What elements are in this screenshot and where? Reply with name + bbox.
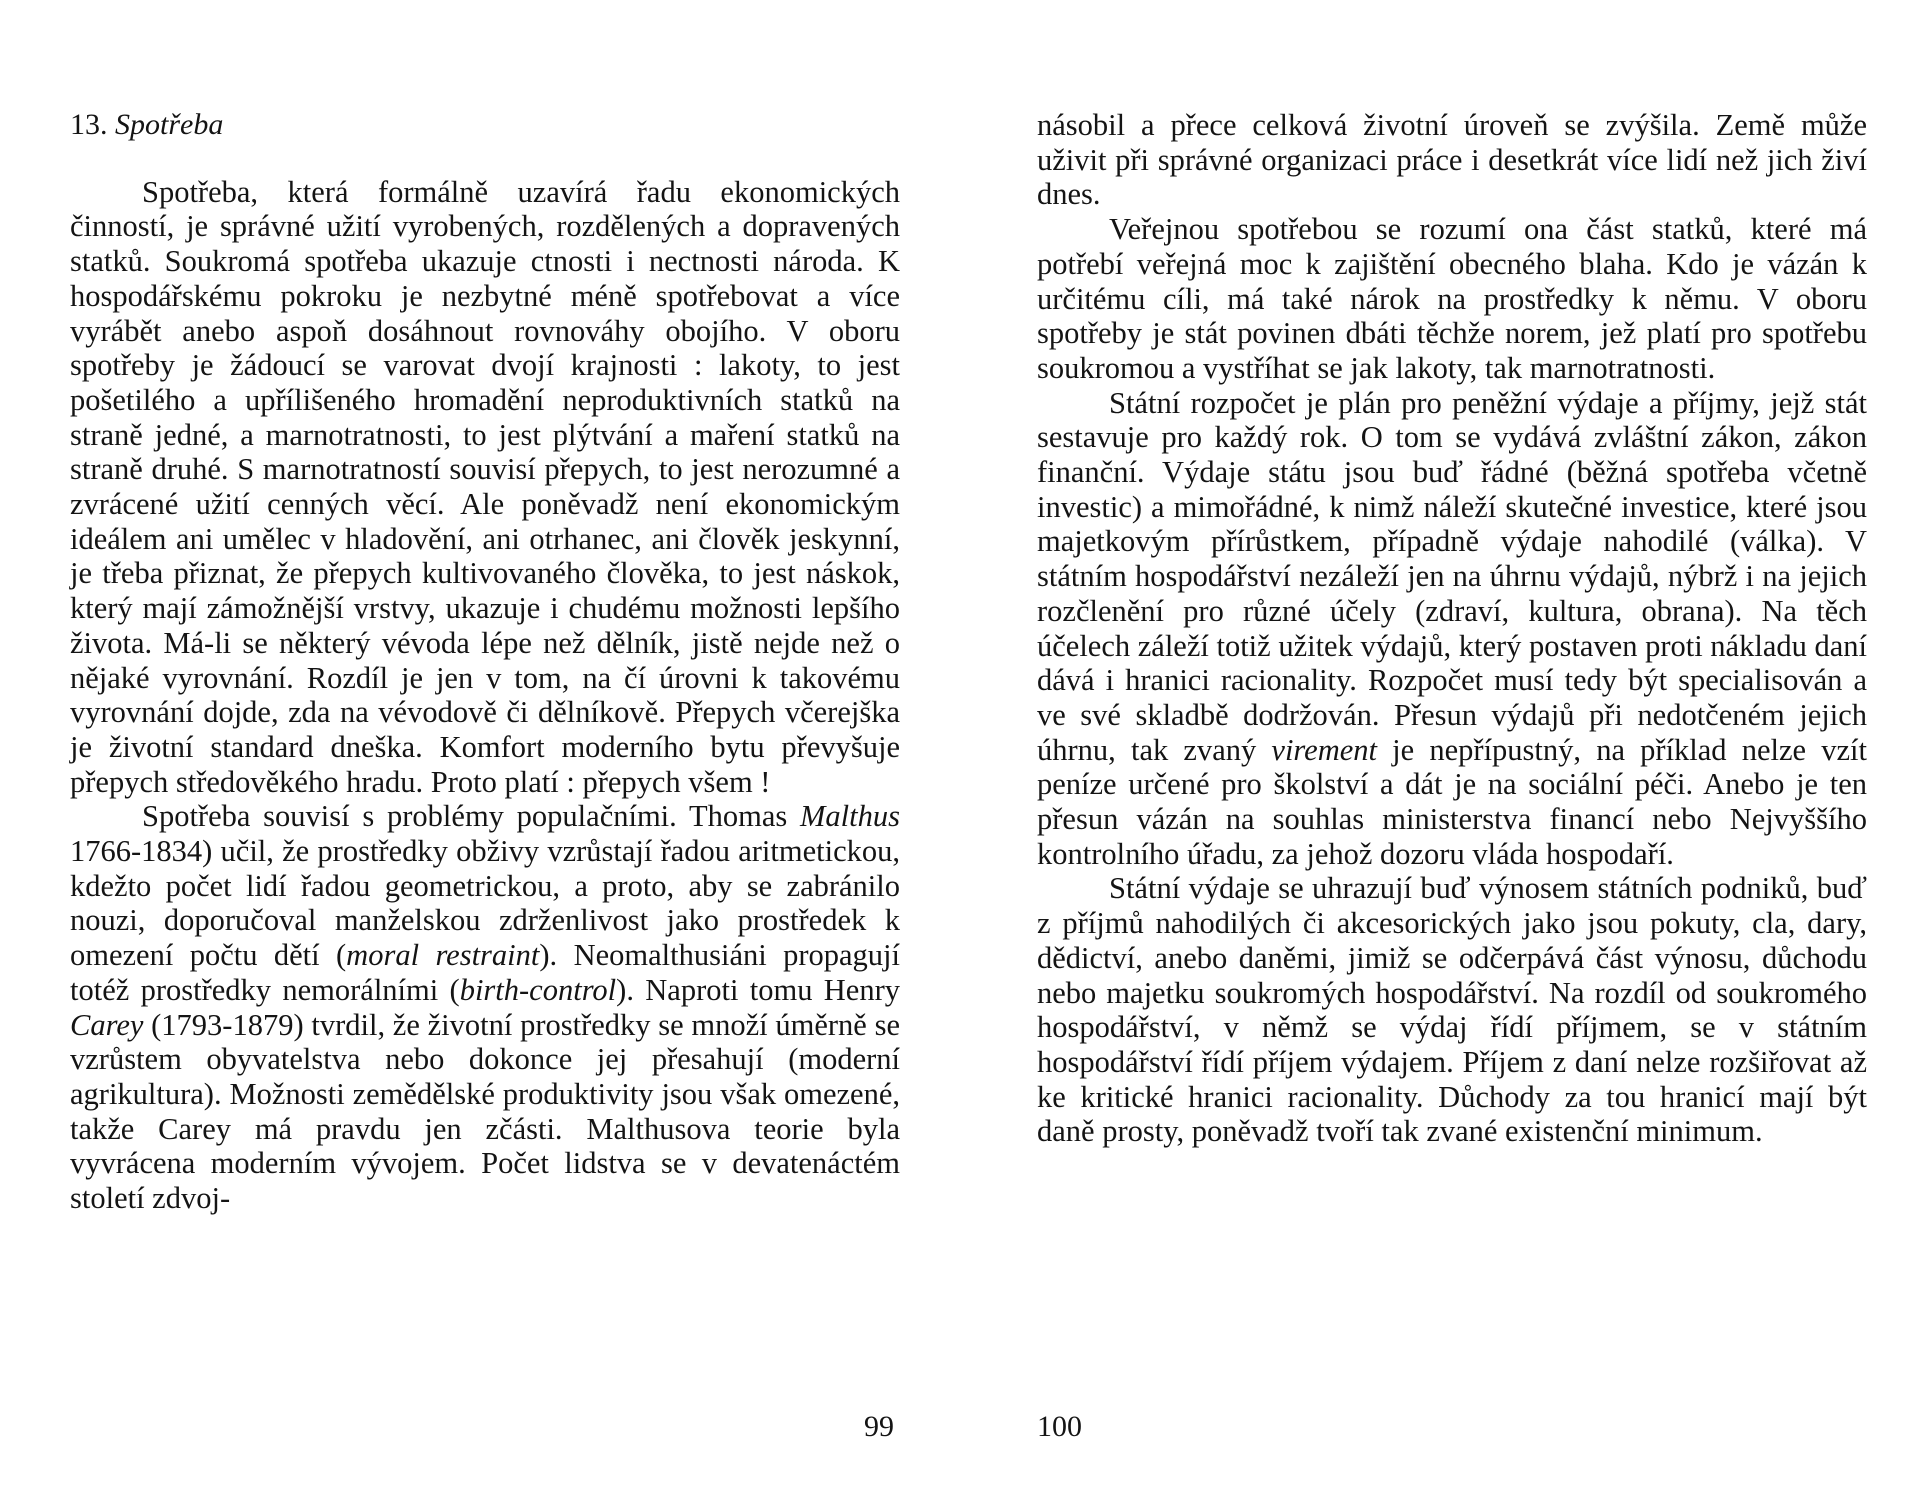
text-run: (1793-1879) tvrdil, že životní prostředky se množí úměrně se vzrůstem obyvatelstva nebo dokonce jej přesahují (moderní agrikultura). Možnosti zemědělské produktivity jsou však omezené, takže Carey má pravdu jen zčásti. Malthusova teorie byla vyvrácena moderním vývojem. Počet lidstva se v devatenáctém století zdvoj- <box>70 1007 900 1216</box>
chapter-number: 13. <box>70 108 108 141</box>
right-page <box>1037 108 1867 1149</box>
paragraph-continuation: násobil a přece celková životní úroveň se zvýšila. Země může uživit při správné organizaci práce i desetkrát více lidí než jich živí dnes. <box>1037 108 1867 212</box>
italic-name-carey: Carey <box>70 1007 144 1042</box>
italic-term-birth-control: birth-control <box>459 972 617 1007</box>
text-run: ). Naproti tomu Henry <box>616 972 900 1007</box>
left-page <box>70 108 900 1216</box>
page-number-right: 100 <box>1037 1410 1082 1443</box>
text-run: je nepřípustný, na příklad nelze vzít peníze určené pro školství a dát je na sociální péči. Anebo je ten přesun vázán na souhlas ministerstva financí nebo Nejvyššího kontrolního úřadu, za jehož dozoru vláda hospodaří. <box>1037 732 1867 871</box>
chapter-title: Spotřeba <box>115 108 224 141</box>
paragraph-state-budget <box>1037 386 1867 872</box>
paragraph-public-consumption: Veřejnou spotřebou se rozumí ona část statků, které má potřebí veřejná moc k zajištění obecného blaha. Kdo je vázán k určitému cíli, má také nárok na prostředky k němu. V oboru spotřeby je stát povinen dbáti těchže norem, jež platí pro spotřebu soukromou a vystříhat se jak lakoty, tak marnotratnosti. <box>1037 212 1867 385</box>
page-number-left: 99 <box>864 1410 894 1443</box>
chapter-heading <box>70 108 900 143</box>
italic-name-malthus: Malthus <box>800 799 900 834</box>
paragraph-consumption: Spotřeba, která formálně uzavírá řadu ekonomických činností, je správné užití vyrobených, rozdělených a dopravených statků. Soukromá spotřeba ukazuje ctnosti i nectnosti národa. K hospodářskému pokroku je nezbytné méně spotřebovat a více vyrábět anebo aspoň dosáhnout rovnováhy obojího. V oboru spotřeby je žádoucí se varovat dvojí krajnosti : lakoty, to jest pošetilého a upřílišeného hromadění neproduktivních statků na straně jedné, a marnotratnosti, to jest plýtvání a maření statků na straně druhé. S marnotratností souvisí přepych, to jest nerozumné a zvrácené užití cenných věcí. Ale poněvadž není ekonomickým ideálem ani umělec v hladovění, ani otrhanec, ani člověk jeskynní, je třeba přiznat, že přepych kultivovaného člověka, to jest náskok, který mají zámožnější vrstvy, ukazuje i chudému možnosti lepšího života. Má-li se některý vévoda lépe než dělník, jistě nejde než o nějaké vyrovnání. Rozdíl je jen v tom, na čí úrovni k takovému vyrovnání dojde, zda na vévodově či dělníkově. Přepych včerejška je životní standard dneška. Komfort moderního bytu převyšuje přepych středověkého hradu. Proto platí : přepych všem ! <box>70 174 900 799</box>
paragraph-population <box>70 799 900 1215</box>
text-run: Spotřeba souvisí s problémy populačními. Thomas <box>142 799 801 834</box>
text-run: 1766-1834) učil, že prostředky obživy vzrůstají řadou aritmetickou, kdežto počet lidí řadou geometrickou, a proto, aby se zabránilo nouzi, doporučoval manželskou zdrženlivost jako prostředek k omezení počtu dětí ( <box>70 834 900 973</box>
text-run: Státní rozpočet je plán pro peněžní výdaje a příjmy, jejž stát sestavuje pro každý rok. O tom se vydává zvláštní zákon, zákon finanční. Výdaje státu jsou buď řádné (běžná spotřeba včetně investic) a mimořádné, k nimž náleží skutečné investice, které jsou majetkovým přírůstkem, případně výdaje nahodilé (válka). V státním hospodářství nezáleží jen na úhrnu výdajů, nýbrž i na jejich rozčlenění pro různé účely (zdraví, kultura, obrana). Na těch účelech záleží totiž užitek výdajů, který postaven proti nákladu daní dává i hranici racionality. Rozpočet musí tedy být specialisován a ve své skladbě dodržován. Přesun výdajů při nedotčeném jejich úhrnu, tak zvaný <box>1037 385 1867 767</box>
italic-term-moral-restraint: moral restraint <box>346 938 540 973</box>
text-run: ). Neomalthusiáni propagují totéž prostředky nemorálními ( <box>70 938 900 1007</box>
paragraph-state-expenditure: Státní výdaje se uhrazují buď výnosem státních podniků, buď z příjmů nahodilých či akcesorických jako jsou pokuty, cla, dary, dědictví, anebo daněmi, jimiž se odčerpává část výnosu, důchodu nebo majetku soukromých hospodářství. Na rozdíl od soukromého hospodářství, v němž se výdaj řídí příjmem, se v státním hospodářství řídí příjem výdajem. Příjem z daní nelze rozšiřovat až ke kritické hranici racionality. Důchody za tou hranicí mají být daně prosty, poněvadž tvoří tak zvané existenční minimum. <box>1037 871 1867 1149</box>
italic-term-virement: virement <box>1271 732 1377 767</box>
